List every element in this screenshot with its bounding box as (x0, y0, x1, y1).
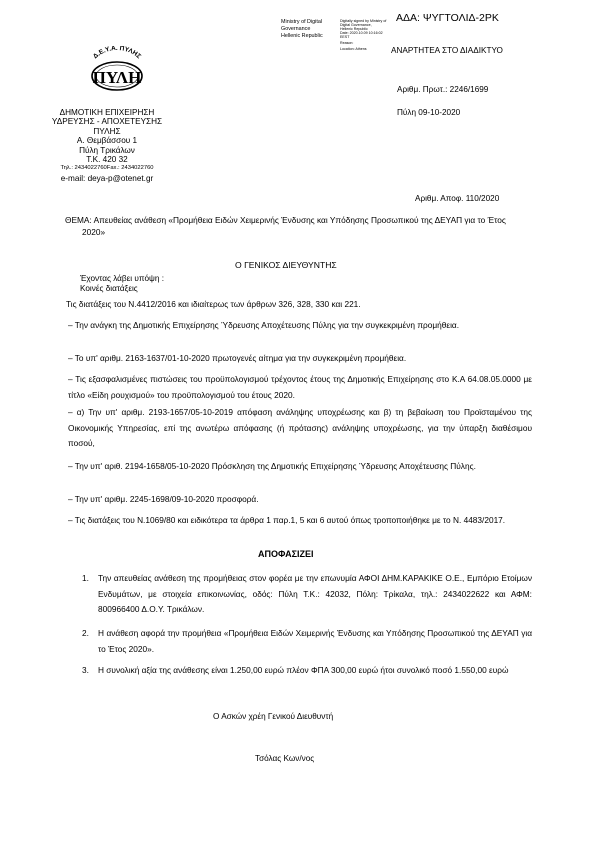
decision-item-text: Η συνολική αξία της ανάθεσης είναι 1.250,00 ευρώ πλέον ΦΠΑ 300,00 ευρώ ήτοι συνολικό ποσό 1.550,00 ευρώ (98, 665, 509, 675)
signature-role: Ο Ασκών χρέη Γενικού Διευθυντή (213, 712, 334, 721)
issuer-line: ΠΥΛΗΣ (93, 126, 121, 136)
logo-graphic (82, 46, 152, 96)
consideration-paragraph: – Την υπ' αριθ. 2194-1658/05-10-2020 Πρόσκληση της Δημοτικής Επιχείρησης Ύδρευσης Αποχέτευσης Πύλης. (68, 461, 476, 471)
issuer-line: ΔΗΜΟΤΙΚΗ ΕΠΙΧΕΙΡΗΣΗ (59, 108, 155, 117)
logo-main-text: ΠΥΛΗ (92, 68, 142, 87)
considering-subheading: Κοινές διατάξεις (80, 284, 138, 293)
ministry-signature-block (281, 19, 391, 59)
posting-note: ΑΝΑΡΤΗΤΕΑ ΣΤΟ ΔΙΑΔΙΚΤΥΟ (391, 46, 503, 55)
signature-name: Τσόλας Κων/νος (255, 754, 315, 763)
decides-heading: ΑΠΟΦΑΣΙΖΕΙ (258, 549, 314, 559)
issuer-block (32, 108, 182, 185)
authority-title: Ο ΓΕΝΙΚΟΣ ΔΙΕΥΘΥΝΤΗΣ (235, 260, 337, 270)
signature-detail: Reason: (340, 41, 354, 45)
issuer-line: ΥΔΡΕΥΣΗΣ - ΑΠΟΧΕΤΕΥΣΗΣ (51, 117, 163, 127)
signature-detail: EEST (340, 35, 350, 39)
signature-detail: Digitally signed by Ministry of (340, 19, 387, 23)
signature-detail: Hellenic Republic (340, 27, 368, 31)
decision-number: Αριθμ. Αποφ. 110/2020 (415, 194, 500, 203)
decision-item (82, 571, 532, 618)
decision-item-number: 3. (82, 665, 89, 675)
decision-item (82, 663, 532, 679)
decision-item (82, 626, 532, 657)
consideration-paragraph: – Την ανάγκη της Δημοτικής Επιχείρησης Ύδρευσης Αποχέτευσης Πύλης για την συγκεκριμένη προμήθεια. (68, 320, 460, 330)
signature-detail: Digital Governance, (340, 23, 372, 27)
signature-detail: Date: 2020.10.09 10:16:02 (340, 31, 383, 35)
ministry-line: Governance (281, 26, 311, 32)
decision-item-number: 2. (82, 628, 89, 638)
issuer-city: Πύλη Τρικάλων (79, 145, 135, 155)
decision-item-text: Η ανάθεση αφορά την προμήθεια «Προμήθεια Ειδών Χειμερινής Ένδυσης και Υπόδησης Προσωπικού της ΔΕΥΑΠ για το Έτος 2020». (98, 628, 532, 654)
issuer-postcode: Τ.Κ. 420 32 (86, 155, 128, 165)
decision-item-text: Την απευθείας ανάθεση της προμήθειας στον φορέα με την επωνυμία ΑΦΟΙ ΔΗΜ.ΚΑΡΑΚΙΚΕ Ο.Ε., Εμπόριο Ετοίμων Ενδυμάτων, με στοιχεία επικοινωνίας, οδός: Πύλη Τ.Κ.: 42032, Πόλη: Τρίκαλα, τηλ.: 2434022622 και ΑΦΜ: 800966400 Δ.Ο.Υ. Τρικάλων. (98, 573, 532, 614)
ada-code: ΑΔΑ: ΨΥΓΤΟΛΙΔ-2ΡΚ (396, 12, 499, 24)
signature-detail: Location: Athens (340, 47, 367, 51)
protocol-number: Αριθμ. Πρωτ.: 2246/1699 (397, 85, 489, 94)
logo-arc-text: Δ.Ε.Υ.Α. ΠΥΛΗΣ (91, 46, 143, 61)
consideration-paragraph: – Τις εξασφαλισμένες πιστώσεις του προϋπολογισμού τρέχοντος έτους της Δημοτικής Επιχείρησης στο Κ.Α 64.08.05.0000 με τίτλο «Είδη ρουχισμού» του προϋπολογισμού του έτους 2020. (68, 374, 532, 400)
ministry-line: Hellenic Republic (281, 33, 323, 39)
issuer-email: e-mail: deya-p@otenet.gr (60, 174, 154, 184)
place-date: Πύλη 09-10-2020 (397, 108, 461, 117)
issuer-address: Α. Θεμβάσσου 1 (76, 136, 138, 146)
decision-item-number: 1. (82, 573, 89, 583)
consideration-paragraph: – Το υπ' αριθμ. 2163-1637/01-10-2020 πρωτογενές αίτημα για την συγκεκριμένη προμήθεια. (68, 353, 407, 363)
subject: ΘΕΜΑ: Απευθείας ανάθεση «Προμήθεια Ειδών Χειμερινής Ένδυσης και Υπόδησης Προσωπικού της ΔΕΥΑΠ για το Έτος 2020» (65, 215, 506, 237)
consideration-paragraph: Τις διατάξεις του Ν.4412/2016 και ιδιαίτερως των άρθρων 326, 328, 330 και 221. (66, 299, 361, 309)
consideration-paragraph: – Την υπ' αριθμ. 2245-1698/09-10-2020 προσφορά. (68, 494, 259, 504)
considering-heading: Έχοντας λάβει υπόψη : (80, 274, 164, 283)
consideration-paragraph: – α) Την υπ' αριθμ. 2193-1657/05-10-2019 απόφαση ανάληψης υποχρέωσης και β) τη βεβαίωση του Προϊσταμένου της Οικονομικής Υπηρεσίας, επί της ανωτέρω απόφασης (ή πρότασης) ανάληψης υποχρέωσης, για την ύπαρξη διαθέσιμου ποσού, (68, 407, 532, 448)
consideration-paragraph: – Τις διατάξεις του Ν.1069/80 και ειδικότερα τα άρθρα 1 παρ.1, 5 και 6 αυτού όπως τροποποιήθηκε με το Ν. 4483/2017. (68, 515, 506, 525)
ministry-line: Ministry of Digital (281, 19, 323, 25)
organization-logo (82, 46, 152, 96)
issuer-phone-fax: Τηλ.: 2434022760Fax.: 2434022760 (60, 165, 154, 172)
